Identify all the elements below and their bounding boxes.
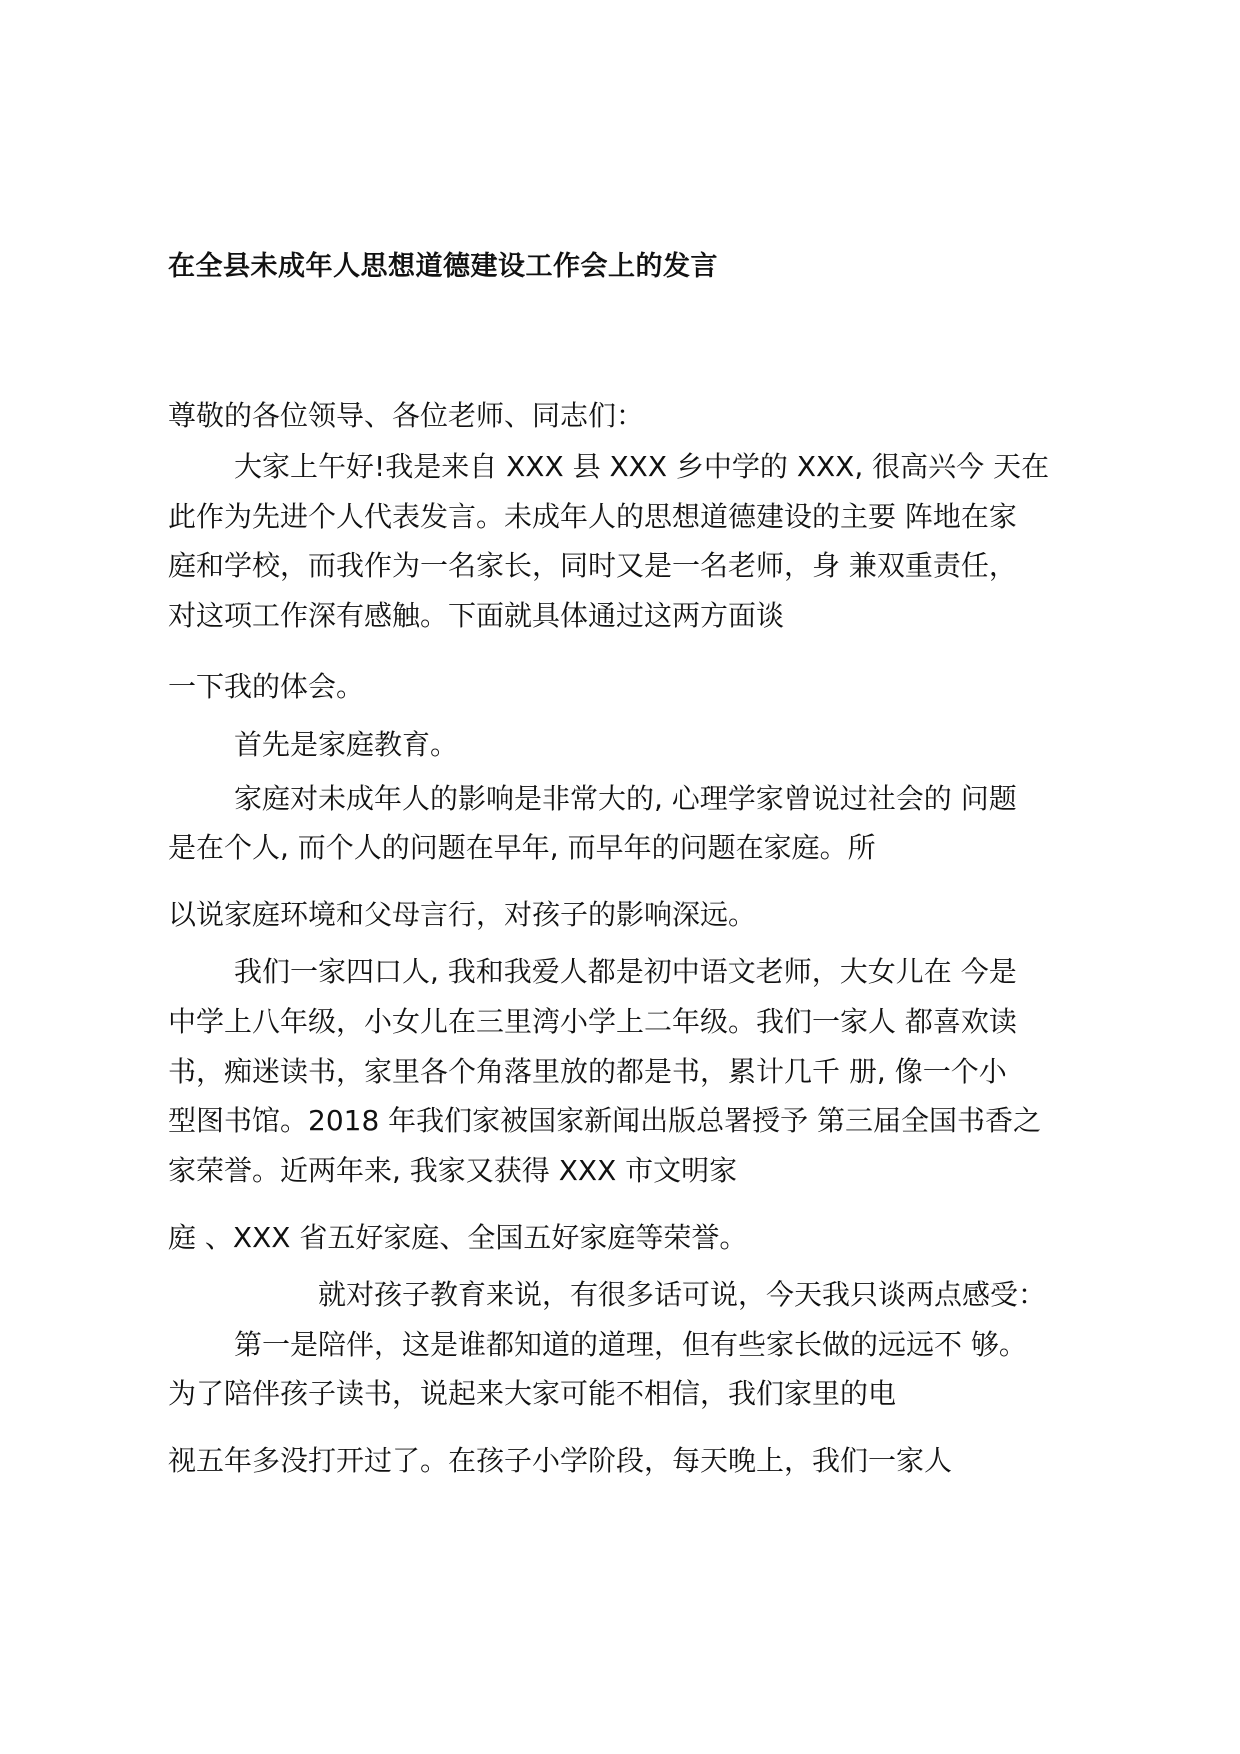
paragraph-line: 我们一家四口人, 我和我爱人都是初中语文老师，大女儿在 今是 — [234, 955, 1017, 988]
paragraph-line: 为了陪伴孩子读书，说起来大家可能不相信，我们家里的电 — [168, 1377, 897, 1410]
paragraph-line: 就对孩子教育来说，有很多话可说，今天我只谈两点感受： — [318, 1278, 1047, 1311]
paragraph-line: 家荣誉。近两年来, 我家又获得 XXX 市文明家 — [168, 1154, 738, 1187]
paragraph-line: 书，痴迷读书，家里各个角落里放的都是书，累计几千 册, 像一个小 — [168, 1055, 1007, 1088]
paragraph-line: 是在个人, 而个人的问题在早年, 而早年的问题在家庭。所 — [168, 831, 876, 864]
document-title: 在全县未成年人思想道德建设工作会上的发言 — [168, 251, 718, 282]
paragraph-line: 一下我的体会。 — [168, 670, 365, 703]
paragraph-line: 庭 、XXX 省五好家庭、全国五好家庭等荣誉。 — [168, 1221, 748, 1254]
salutation-line: 尊敬的各位领导、各位老师、同志们： — [168, 399, 645, 432]
section-heading-line: 首先是家庭教育。 — [234, 728, 459, 761]
paragraph-line: 视五年多没打开过了。在孩子小学阶段，每天晚上，我们一家人 — [168, 1444, 953, 1477]
paragraph-line: 型图书馆。2018 年我们家被国家新闻出版总署授予 第三届全国书香之 — [168, 1104, 1042, 1137]
paragraph-line: 中学上八年级，小女儿在三里湾小学上二年级。我们一家人 都喜欢读 — [168, 1005, 1017, 1038]
paragraph-line: 以说家庭环境和父母言行，对孩子的影响深远。 — [168, 898, 757, 931]
paragraph-line: 第一是陪伴，这是谁都知道的道理，但有些家长做的远远不 够。 — [234, 1328, 1027, 1361]
paragraph-line: 大家上午好!我是来自 XXX 县 XXX 乡中学的 XXX, 很高兴今 天在 — [234, 450, 1050, 483]
paragraph-line: 此作为先进个人代表发言。未成年人的思想道德建设的主要 阵地在家 — [168, 500, 1017, 533]
paragraph-line: 家庭对未成年人的影响是非常大的, 心理学家曾说过社会的 问题 — [234, 782, 1017, 815]
paragraph-line: 庭和学校，而我作为一名家长，同时又是一名老师，身 兼双重责任， — [168, 549, 1017, 582]
paragraph-line: 对这项工作深有感触。下面就具体通过这两方面谈 — [168, 599, 785, 632]
